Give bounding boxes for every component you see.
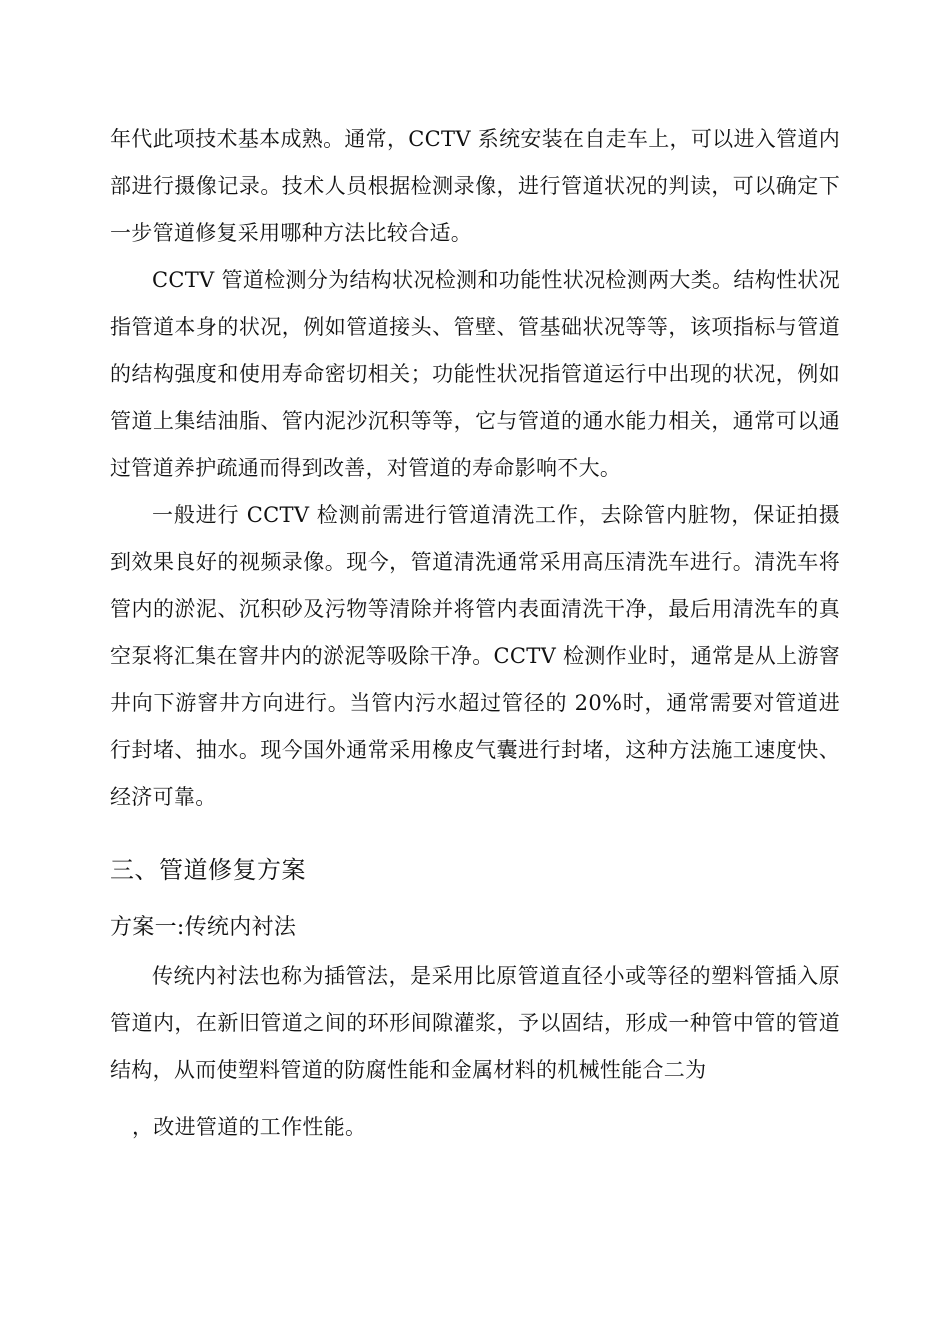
document-body <box>110 116 840 1151</box>
paragraph-cctv-classification: CCTV 管道检测分为结构状况检测和功能性状况检测两大类。结构性状况指管道本身的状况，例如管道接头、管壁、管基础状况等等，该项指标与管道的结构强度和使用寿命密切相关；功能性状况指管道运行中出现的状况，例如管道上集结油脂、管内泥沙沉积等等，它与管道的通水能力相关，通常可以通过管道养护疏通而得到改善，对管道的寿命影响不大。 <box>110 268 840 480</box>
section-heading: 三、管道修复方案 <box>110 856 306 884</box>
paragraph-cctv-cleaning: 一般进行 CCTV 检测前需进行管道清洗工作，去除管内脏物，保证拍摄到效果良好的视频录像。现今，管道清洗通常采用高压清洗车进行。清洗车将管内的淤泥、沉积砂及污物等清除并将管内表面清洗干净，最后用清洗车的真空泵将汇集在窨井内的淤泥等吸除干净。CCTV 检测作业时，通常是从上游窨井向下游窨井方向进行。当管内污水超过管径的 20%时，通常需要对管道进行封堵、抽水。现今国外通常采用橡皮气囊进行封堵，这种方法施工速度快、经济可靠。 <box>110 503 840 809</box>
subsection-heading: 方案一:传统内衬法 <box>110 915 297 940</box>
paragraph-cctv-intro: 年代此项技术基本成熟。通常，CCTV 系统安装在自走车上，可以进入管道内部进行摄像记录。技术人员根据检测录像，进行管道状况的判读，可以确定下一步管道修复采用哪种方法比较合适。 <box>110 127 840 245</box>
paragraph-lining-method: 传统内衬法也称为插管法，是采用比原管道直径小或等径的塑料管插入原管道内，在新旧管道之间的环形间隙灌浆，予以固结，形成一种管中管的管道结构，从而使塑料管道的防腐性能和金属材料的机械性能合二为 <box>110 964 840 1082</box>
paragraph-lining-tail: ，改进管道的工作性能。 <box>132 1115 367 1139</box>
